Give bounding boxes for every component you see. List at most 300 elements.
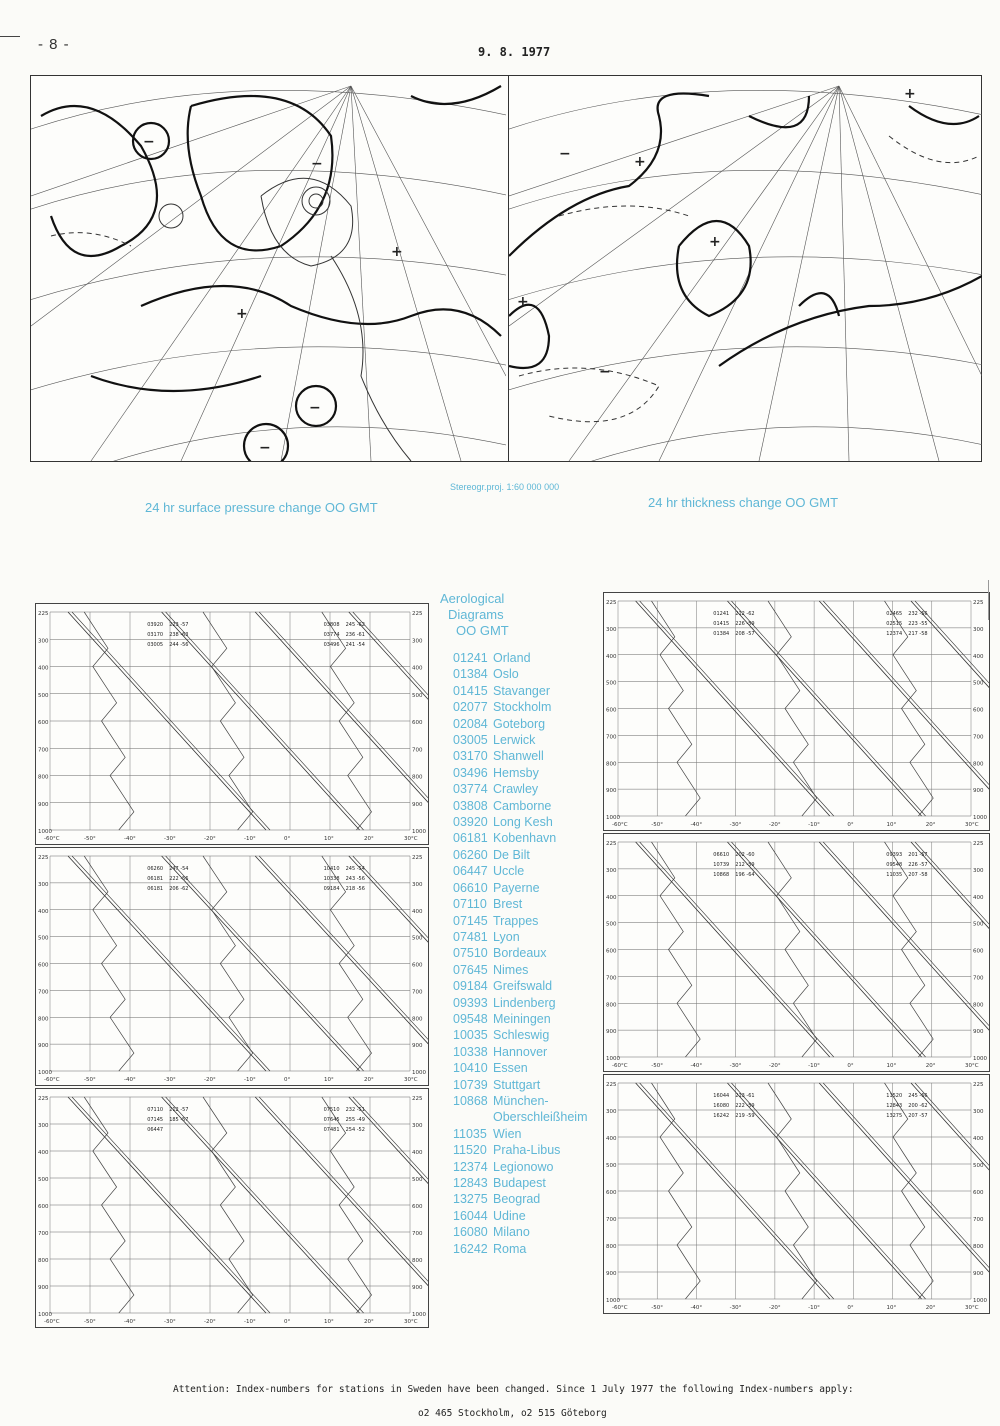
station-id: 12843 bbox=[453, 1176, 488, 1190]
weather-maps-frame bbox=[30, 75, 982, 462]
panel-station-value: 208 -57 bbox=[735, 631, 755, 637]
panel-station-value: 223 -55 bbox=[908, 621, 928, 627]
pressure-label: 1000 bbox=[38, 1312, 52, 1318]
pressure-label: 1000 bbox=[412, 829, 426, 835]
temp-label: -30° bbox=[164, 1319, 176, 1325]
temp-label: 0° bbox=[847, 1305, 854, 1311]
temp-label: -20° bbox=[768, 1305, 781, 1311]
panel-station-id: 06260 bbox=[147, 866, 164, 872]
pressure-label: 500 bbox=[412, 1177, 423, 1183]
panel-station-id: 10868 bbox=[713, 872, 730, 878]
pressure-label: 900 bbox=[973, 1029, 984, 1036]
station-id: 06181 bbox=[453, 831, 488, 846]
station-name: Meiningen bbox=[493, 1011, 551, 1026]
panel-station-value: 202 -60 bbox=[735, 852, 755, 858]
temp-label: 0° bbox=[284, 1077, 291, 1083]
panel-station-value: 226 -57 bbox=[908, 862, 928, 868]
pressure-label: 300 bbox=[606, 867, 617, 874]
temp-label: 0° bbox=[847, 822, 854, 828]
temp-label: -50° bbox=[84, 836, 96, 842]
station-name: Essen bbox=[493, 1061, 528, 1076]
station-row bbox=[453, 699, 587, 715]
panel-station-id: 09393 bbox=[886, 852, 903, 858]
pressure-label: 500 bbox=[973, 680, 984, 687]
pressure-label: 900 bbox=[38, 801, 49, 808]
station-name: Legionowo bbox=[493, 1159, 554, 1174]
svg-text:−: − bbox=[311, 156, 323, 172]
panel-station-value: 206 -62 bbox=[169, 886, 189, 892]
pressure-label: 500 bbox=[973, 1163, 984, 1169]
station-name: De Bilt bbox=[493, 847, 530, 862]
pressure-label: 600 bbox=[606, 707, 617, 714]
panel-station-id: 01415 bbox=[713, 621, 730, 627]
temp-label: 10° bbox=[324, 1077, 334, 1083]
station-row bbox=[453, 1027, 587, 1043]
pressure-label: 900 bbox=[606, 788, 617, 795]
station-id: 09393 bbox=[453, 995, 488, 1010]
panel-station-id: 07145 bbox=[147, 1117, 164, 1123]
station-row bbox=[453, 962, 587, 978]
pressure-label: 225 bbox=[606, 600, 617, 606]
pressure-label: 300 bbox=[973, 867, 984, 874]
station-id: 13275 bbox=[453, 1192, 488, 1207]
heading-line: Diagrams bbox=[448, 607, 504, 622]
pressure-label: 800 bbox=[38, 1258, 49, 1264]
temp-label: -20° bbox=[204, 1319, 216, 1325]
pressure-label: 700 bbox=[38, 747, 49, 754]
station-id: 03920 bbox=[453, 815, 488, 830]
station-id: 01241 bbox=[453, 651, 488, 665]
station-row bbox=[453, 929, 587, 945]
heading-line: OO GMT bbox=[456, 623, 509, 638]
pressure-label: 300 bbox=[412, 638, 423, 645]
station-row bbox=[453, 847, 587, 863]
station-name: Praha-Libus bbox=[493, 1143, 561, 1158]
pressure-label: 700 bbox=[412, 747, 423, 754]
panel-station-id: 03170 bbox=[147, 632, 164, 638]
station-row bbox=[453, 1093, 587, 1109]
temp-label: -10° bbox=[808, 1063, 820, 1069]
panel-station-value: 247 -54 bbox=[169, 866, 189, 872]
station-name: Uccle bbox=[493, 864, 525, 879]
station-row bbox=[453, 995, 587, 1011]
panel-station-value: 196 -64 bbox=[735, 872, 755, 878]
station-row bbox=[453, 1109, 587, 1125]
pressure-label: 600 bbox=[412, 962, 423, 969]
pressure-label: 800 bbox=[973, 761, 984, 768]
station-id: 03774 bbox=[453, 782, 488, 797]
pressure-label: 1000 bbox=[973, 815, 987, 821]
pressure-label: 1000 bbox=[606, 1056, 620, 1062]
station-row bbox=[453, 1060, 587, 1076]
temp-label: -10° bbox=[244, 1319, 256, 1325]
station-id: 06260 bbox=[453, 847, 488, 862]
pressure-label: 300 bbox=[38, 1123, 49, 1129]
panel-station-id: 11035 bbox=[886, 872, 903, 878]
panel-station-value: 207 -58 bbox=[908, 872, 928, 878]
pressure-label: 700 bbox=[606, 1217, 617, 1223]
panel-station-value: 236 -61 bbox=[345, 632, 365, 638]
pressure-label: 900 bbox=[606, 1271, 617, 1277]
panel-station-value: 212 -59 bbox=[735, 862, 755, 868]
panel-station-value: 219 -59 bbox=[735, 1113, 755, 1119]
pressure-label: 500 bbox=[606, 921, 617, 928]
station-id: 11035 bbox=[453, 1126, 487, 1141]
station-name: Nimes bbox=[493, 962, 529, 977]
panel-station-id: 01241 bbox=[713, 611, 730, 617]
temp-label: -50° bbox=[84, 1077, 96, 1083]
temp-label: -30° bbox=[729, 1063, 742, 1069]
temp-label: -30° bbox=[164, 836, 176, 842]
temp-label: -40° bbox=[690, 1063, 703, 1069]
pressure-label: 900 bbox=[412, 801, 423, 808]
panel-station-id: 01384 bbox=[713, 631, 730, 637]
panel-station-id: 07510 bbox=[323, 1107, 340, 1113]
station-name: Lerwick bbox=[493, 733, 536, 748]
station-row bbox=[453, 1077, 587, 1093]
panel-station-id: 16080 bbox=[713, 1103, 730, 1109]
svg-text:−: − bbox=[559, 146, 571, 162]
diagram-svg bbox=[604, 1075, 989, 1313]
panel-station-id: 03774 bbox=[323, 632, 340, 638]
pressure-label: 400 bbox=[412, 908, 423, 915]
pressure-label: 600 bbox=[606, 948, 617, 955]
panel-station-id: 06181 bbox=[147, 886, 164, 892]
station-row bbox=[453, 650, 587, 666]
pressure-label: 800 bbox=[606, 761, 617, 768]
pressure-label: 800 bbox=[38, 1016, 49, 1023]
station-name: Wien bbox=[493, 1126, 522, 1141]
panel-station-value: 245 -62 bbox=[345, 622, 365, 628]
station-name: Brest bbox=[493, 897, 523, 912]
pressure-label: 700 bbox=[606, 975, 617, 982]
pressure-label: 400 bbox=[38, 665, 49, 672]
station-id: 02077 bbox=[453, 700, 488, 715]
panel-station-value: 207 -57 bbox=[908, 1113, 928, 1119]
svg-text:+: + bbox=[634, 154, 646, 170]
station-row bbox=[453, 1011, 587, 1027]
station-name: Beograd bbox=[493, 1192, 541, 1207]
panel-station-value: 254 -52 bbox=[345, 1127, 365, 1133]
station-row bbox=[453, 716, 587, 732]
panel-station-id: 09184 bbox=[323, 886, 340, 892]
station-row bbox=[453, 1159, 587, 1175]
pressure-label: 800 bbox=[973, 1244, 984, 1250]
pressure-label: 500 bbox=[38, 1177, 49, 1183]
station-name: Stuttgart bbox=[493, 1077, 541, 1092]
panel-station-value: 243 -56 bbox=[345, 876, 365, 882]
temp-label: -20° bbox=[768, 1063, 781, 1069]
panel-station-id: 16044 bbox=[713, 1093, 730, 1099]
station-list bbox=[453, 650, 587, 1257]
station-id: 03170 bbox=[453, 749, 488, 764]
surface-pressure-map-drawing bbox=[31, 76, 506, 461]
temp-label: 0° bbox=[284, 1319, 291, 1325]
temp-label: -60°C bbox=[612, 1063, 628, 1069]
pressure-label: 400 bbox=[38, 1150, 49, 1156]
temp-label: 0° bbox=[284, 836, 291, 842]
panel-station-id: 03496 bbox=[323, 642, 340, 648]
station-id: 07645 bbox=[453, 962, 488, 977]
station-id: 10035 bbox=[453, 1028, 488, 1043]
temp-label: 30°C bbox=[965, 1305, 979, 1311]
station-row bbox=[453, 1191, 587, 1207]
diagram-svg bbox=[36, 848, 428, 1085]
station-id: 16080 bbox=[453, 1225, 488, 1240]
pressure-label: 800 bbox=[38, 774, 49, 781]
panel-station-value: 245 -54 bbox=[345, 866, 365, 872]
panel-station-value: 245 -66 bbox=[908, 1093, 928, 1099]
station-id: 02084 bbox=[453, 716, 488, 731]
diagram-svg bbox=[36, 604, 428, 844]
pressure-label: 225 bbox=[606, 1082, 617, 1088]
panel-station-value: 241 -54 bbox=[345, 642, 365, 648]
station-name: Crawley bbox=[493, 782, 539, 797]
thickness-caption: 24 hr thickness change OO GMT bbox=[648, 495, 839, 510]
pressure-label: 225 bbox=[973, 841, 984, 847]
station-name: Udine bbox=[493, 1208, 526, 1223]
panel-station-id: 12843 bbox=[886, 1103, 903, 1109]
station-row bbox=[453, 1224, 587, 1240]
panel-station-value: 232 -56 bbox=[908, 611, 928, 617]
pressure-label: 800 bbox=[412, 774, 423, 781]
svg-text:−: − bbox=[309, 400, 321, 416]
station-row bbox=[453, 830, 587, 846]
pressure-label: 600 bbox=[606, 1190, 617, 1196]
station-id: 10410 bbox=[453, 1061, 488, 1076]
page-date: 9. 8. 1977 bbox=[478, 45, 551, 59]
heading-line: Aerological bbox=[440, 591, 505, 606]
diagram-svg bbox=[604, 593, 989, 830]
pressure-label: 900 bbox=[973, 1271, 984, 1277]
panel-station-id: 10739 bbox=[713, 862, 730, 868]
station-row bbox=[453, 814, 587, 830]
panel-station-value: 244 -56 bbox=[169, 642, 189, 648]
pressure-label: 225 bbox=[412, 611, 423, 617]
pressure-label: 300 bbox=[973, 1109, 984, 1115]
station-row bbox=[453, 1044, 587, 1060]
pressure-label: 900 bbox=[606, 1029, 617, 1036]
temp-label: -60°C bbox=[44, 1319, 60, 1325]
panel-station-value: 218 -56 bbox=[345, 886, 365, 892]
pressure-label: 400 bbox=[606, 1136, 617, 1142]
station-row bbox=[453, 748, 587, 764]
station-row bbox=[453, 666, 587, 682]
pressure-label: 800 bbox=[412, 1016, 423, 1023]
aerological-diagram-3 bbox=[35, 1088, 429, 1328]
station-name: Trappes bbox=[493, 913, 539, 928]
temp-label: -60°C bbox=[44, 836, 60, 842]
panel-station-id: 10410 bbox=[323, 866, 340, 872]
temp-label: -50° bbox=[651, 822, 663, 828]
pressure-label: 1000 bbox=[606, 815, 620, 821]
pressure-label: 225 bbox=[412, 1096, 423, 1102]
station-id: 09548 bbox=[453, 1011, 488, 1026]
temp-label: -20° bbox=[204, 1077, 216, 1083]
thickness-map-drawing bbox=[509, 76, 982, 461]
temp-label: -20° bbox=[204, 836, 216, 842]
panel-station-id: 02515 bbox=[886, 621, 903, 627]
pressure-label: 1000 bbox=[973, 1056, 987, 1062]
pressure-label: 600 bbox=[412, 720, 423, 726]
temp-label: 20° bbox=[364, 836, 374, 842]
temp-label: -10° bbox=[244, 836, 256, 842]
pressure-label: 800 bbox=[606, 1002, 617, 1009]
station-row bbox=[453, 1126, 587, 1142]
station-id: 09184 bbox=[453, 979, 488, 994]
aerological-diagram-2 bbox=[35, 847, 429, 1086]
pressure-label: 400 bbox=[973, 894, 984, 901]
pressure-label: 300 bbox=[38, 881, 49, 888]
panel-station-id: 03005 bbox=[147, 642, 164, 648]
temp-label: -60°C bbox=[44, 1077, 60, 1083]
station-id: 16044 bbox=[453, 1208, 488, 1223]
panel-station-id: 07481 bbox=[323, 1127, 340, 1133]
temp-label: 30°C bbox=[965, 1063, 979, 1069]
temp-label: 20° bbox=[364, 1077, 374, 1083]
svg-text:+: + bbox=[391, 244, 403, 260]
pressure-label: 500 bbox=[38, 935, 49, 942]
aerological-diagram-4 bbox=[603, 592, 990, 831]
station-id: 10868 bbox=[453, 1093, 488, 1108]
pressure-label: 225 bbox=[606, 841, 617, 847]
svg-text:+: + bbox=[904, 86, 916, 102]
pressure-label: 600 bbox=[973, 948, 984, 955]
pressure-label: 225 bbox=[38, 1096, 49, 1102]
station-name: Lyon bbox=[493, 929, 520, 944]
pressure-label: 300 bbox=[412, 881, 423, 888]
station-id: 06447 bbox=[453, 864, 488, 879]
station-row bbox=[453, 1208, 587, 1224]
svg-text:+: + bbox=[236, 306, 248, 322]
panel-station-id: 06447 bbox=[147, 1127, 164, 1133]
pressure-label: 700 bbox=[973, 975, 984, 982]
station-id: 01415 bbox=[453, 683, 488, 698]
station-name: Schleswig bbox=[493, 1028, 550, 1043]
aerological-heading bbox=[440, 591, 509, 639]
pressure-label: 500 bbox=[38, 692, 49, 699]
attention-note: Attention: Index-numbers for stations in Sweden have been changed. Since 1 July 1977 the following Index-numbers apply: bbox=[173, 1384, 854, 1395]
temp-label: -50° bbox=[651, 1063, 663, 1069]
temp-label: -30° bbox=[729, 822, 742, 828]
station-row bbox=[453, 945, 587, 961]
diagram-svg bbox=[36, 1089, 428, 1327]
pressure-label: 700 bbox=[38, 1231, 49, 1237]
temp-label: 30°C bbox=[404, 1077, 418, 1083]
station-name: Long Kesh bbox=[493, 815, 553, 830]
station-row bbox=[453, 1175, 587, 1191]
pressure-label: 400 bbox=[606, 653, 617, 660]
pressure-label: 1000 bbox=[973, 1298, 987, 1304]
panel-station-value: 255 -49 bbox=[345, 1117, 365, 1123]
station-id: 16242 bbox=[453, 1241, 488, 1256]
panel-station-value: 200 -62 bbox=[908, 1103, 928, 1109]
station-row bbox=[453, 765, 587, 781]
pressure-label: 900 bbox=[38, 1285, 49, 1291]
station-name: Lindenberg bbox=[493, 995, 556, 1010]
temp-label: 10° bbox=[324, 1319, 334, 1325]
station-row bbox=[453, 683, 587, 699]
panel-station-value: 212 -62 bbox=[735, 611, 755, 617]
pressure-label: 1000 bbox=[38, 829, 52, 835]
pressure-label: 600 bbox=[973, 1190, 984, 1196]
temp-label: -60°C bbox=[612, 822, 628, 828]
temp-label: -10° bbox=[808, 1305, 820, 1311]
temp-label: 30°C bbox=[404, 836, 418, 842]
pressure-label: 1000 bbox=[412, 1312, 426, 1318]
station-name: Greifswald bbox=[493, 979, 553, 994]
pressure-label: 300 bbox=[973, 626, 984, 633]
station-name: Oslo bbox=[493, 667, 519, 682]
panel-station-value: 223 -57 bbox=[169, 622, 189, 628]
pressure-label: 500 bbox=[412, 692, 423, 699]
panel-station-value: 201 -57 bbox=[908, 852, 928, 858]
pressure-label: 900 bbox=[973, 788, 984, 795]
panel-station-value: 232 -51 bbox=[345, 1107, 365, 1113]
panel-station-id: 03808 bbox=[323, 622, 340, 628]
station-row bbox=[453, 781, 587, 797]
panel-station-id: 03920 bbox=[147, 622, 164, 628]
surface-pressure-change-map bbox=[31, 76, 506, 461]
pressure-label: 400 bbox=[412, 1150, 423, 1156]
pressure-label: 600 bbox=[973, 707, 984, 714]
temp-label: -40° bbox=[690, 822, 703, 828]
pressure-label: 225 bbox=[38, 611, 49, 617]
pressure-label: 400 bbox=[973, 1136, 984, 1142]
attention-note-stations: o2 465 Stockholm, o2 515 Göteborg bbox=[418, 1408, 607, 1419]
station-id: 12374 bbox=[453, 1159, 488, 1174]
panel-station-id: 11520 bbox=[886, 1093, 903, 1099]
station-name: Budapest bbox=[493, 1176, 546, 1190]
station-name: Orland bbox=[493, 651, 531, 665]
panel-station-id: 13275 bbox=[886, 1113, 903, 1119]
pressure-label: 225 bbox=[973, 1082, 984, 1088]
station-name: Oberschleißheim bbox=[493, 1110, 588, 1125]
pressure-label: 900 bbox=[412, 1043, 423, 1050]
panel-station-id: 09548 bbox=[886, 862, 903, 868]
panel-station-id: 02465 bbox=[886, 611, 903, 617]
svg-text:−: − bbox=[259, 440, 271, 456]
diagram-svg bbox=[604, 834, 989, 1071]
pressure-label: 300 bbox=[38, 638, 49, 645]
station-id: 03005 bbox=[453, 733, 488, 748]
temp-label: -40° bbox=[124, 836, 136, 842]
temp-label: -20° bbox=[768, 822, 781, 828]
station-id: 01384 bbox=[453, 667, 488, 682]
station-name: Kobenhavn bbox=[493, 831, 557, 846]
temp-label: -40° bbox=[124, 1319, 136, 1325]
panel-station-value: 222 -56 bbox=[169, 876, 189, 882]
svg-text:+: + bbox=[517, 294, 529, 310]
pressure-label: 600 bbox=[38, 720, 49, 726]
panel-station-value: 217 -58 bbox=[908, 631, 928, 637]
station-id: 10338 bbox=[453, 1044, 488, 1059]
panel-station-value: 213 -61 bbox=[735, 1093, 755, 1099]
pressure-label: 225 bbox=[38, 855, 49, 861]
thickness-change-map bbox=[508, 76, 982, 461]
panel-station-id: 07645 bbox=[323, 1117, 340, 1123]
temp-label: 0° bbox=[847, 1063, 854, 1069]
station-name: Shanwell bbox=[493, 749, 544, 764]
station-row bbox=[453, 798, 587, 814]
pressure-label: 1000 bbox=[606, 1298, 620, 1304]
margin-mark bbox=[988, 580, 989, 620]
station-name: Stavanger bbox=[493, 683, 550, 698]
station-row bbox=[453, 1241, 587, 1257]
projection-caption: Stereogr.proj. 1:60 000 000 bbox=[450, 482, 560, 492]
station-row bbox=[453, 913, 587, 929]
temp-label: -10° bbox=[808, 822, 820, 828]
